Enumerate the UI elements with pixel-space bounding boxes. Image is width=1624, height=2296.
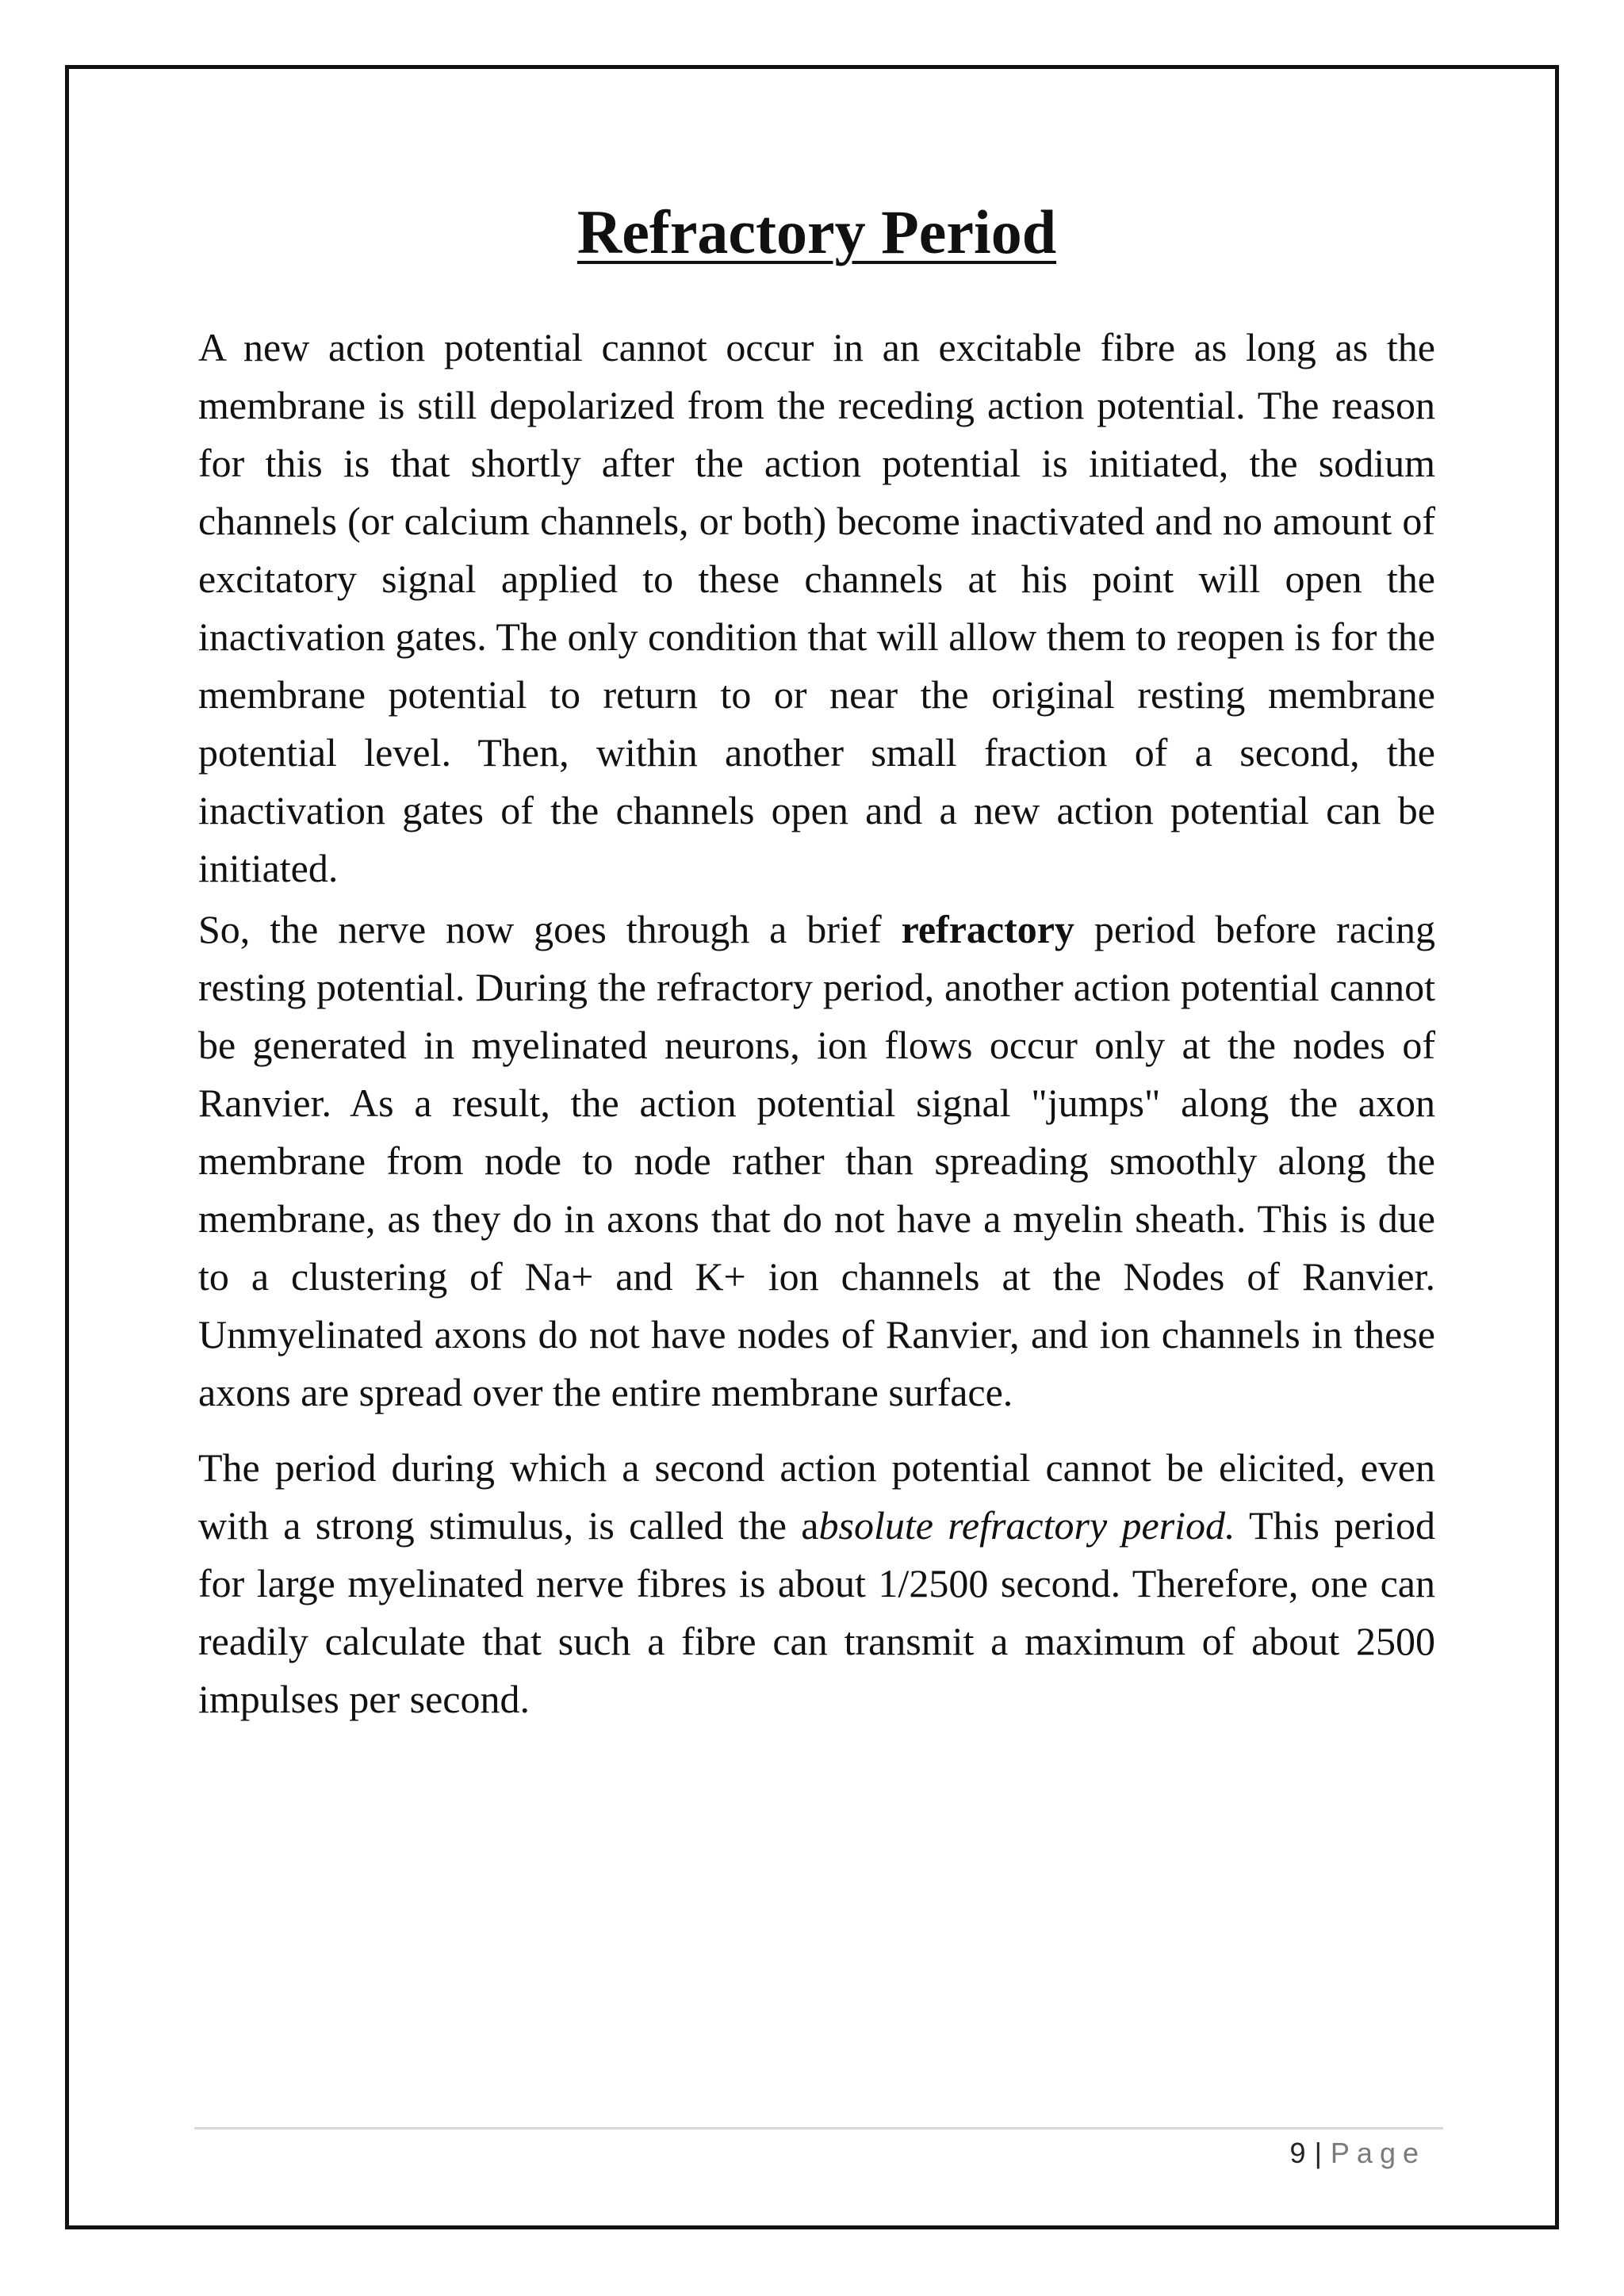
- paragraph-2-text-start: So, the nerve now goes through a brief: [198, 906, 902, 951]
- page-number: 9: [1289, 2137, 1307, 2169]
- paragraph-3: [198, 1439, 1435, 1728]
- document-body: [198, 198, 1435, 1728]
- footer-separator: |: [1314, 2137, 1323, 2169]
- page-label: Page: [1330, 2137, 1426, 2169]
- footer-divider: [194, 2127, 1443, 2130]
- paragraph-3-text-end: This period for large myelinated nerve fibres is about 1/2500 second. Therefore, one can readily calculate that such a fibre can transmit a maximum of about 2500 impulses per second.: [198, 1502, 1435, 1721]
- italic-term-absolute-refractory-period: bsolute refractory period.: [818, 1502, 1235, 1548]
- page-title: Refractory Period: [576, 197, 1057, 266]
- paragraph-2: [198, 901, 1435, 1422]
- paragraph-3-text-start: The period during which a second action potential cannot be elicited, even with a strong stimulus, is called the a: [198, 1445, 1435, 1548]
- paragraph-2-text-end: period before racing resting potential. During the refractory period, another action potential cannot be generated in myelinated neurons, ion flows occur only at the nodes of Ranvier. As a result, the action potential signal "jumps" along the axon membrane from node to node rather than spreading smoothly along the membrane, as they do in axons that do not have a myelin sheath. This is due to a clustering of Na+ and K+ ion channels at the Nodes of Ranvier. Unmyelinated axons do not have nodes of Ranvier, and ion channels in these axons are spread over the entire membrane surface.: [198, 906, 1435, 1414]
- page-footer: [1290, 2137, 1426, 2170]
- bold-term-refractory: refractory: [901, 906, 1074, 951]
- paragraph-1: A new action potential cannot occur in an excitable fibre as long as the membrane is still depolarized from the receding action potential. The reason for this is that shortly after the action potential is initiated, the sodium channels (or calcium channels, or both) become inactivated and no amount of excitatory signal applied to these channels at his point will open the inactivation gates. The only condition that will allow them to reopen is for the membrane potential to return to or near the original resting membrane potential level. Then, within another small fraction of a second, the inactivation gates of the channels open and a new action potential can be initiated.: [198, 324, 1435, 890]
